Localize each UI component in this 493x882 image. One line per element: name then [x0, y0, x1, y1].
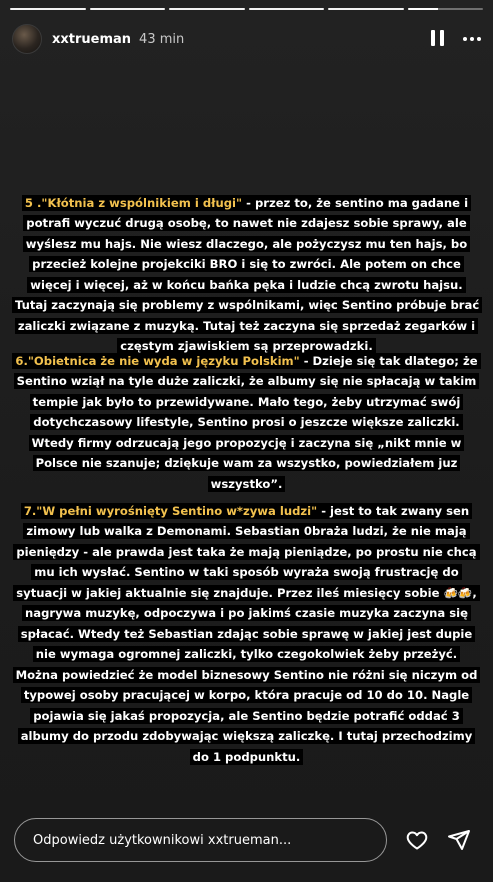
- story-progress-bar: [10, 8, 483, 10]
- story-text-block: [12, 350, 481, 493]
- progress-segment: [328, 8, 404, 10]
- send-icon[interactable]: [447, 828, 471, 852]
- header-controls: [429, 30, 481, 48]
- story-heading: 5 ."Kłótnia z wspólnikiem i długi": [24, 196, 243, 210]
- reply-input[interactable]: [14, 818, 387, 862]
- reply-placeholder: Odpowiedz użytkownikowi xxtrueman...: [33, 832, 292, 848]
- story-heading: 7."W pełni wyrośnięty Sentino w*zywa ludzi": [23, 504, 318, 518]
- progress-segment: [249, 8, 325, 10]
- story-body: - przez to, że sentino ma gadane i potrafi wyczuć drugą osobę, to nawet nie zdajesz sobie sprawy, ale wyślesz mu hajs. Nie wiesz dlaczego, ale pożyczysz mu ten hajs, bo przecież kolejne projekciki BRO i się to zwróci. Ale potem on chce więcej i więcej, aż w końcu bańka pęka i ludzie chcą zwrotu hajsu. Tutaj zaczynają się problemy z wspólnikami, więc Sentino próbuje brać zaliczki związane z muzyką. Tutaj też zaczyna się sprzedaż zegarków i częstym zjawiskiem są przeprowadzki.: [15, 196, 480, 354]
- story-header: [12, 24, 481, 54]
- story-text: [13, 503, 481, 765]
- story-text-block: [12, 500, 481, 766]
- progress-segment: [169, 8, 245, 10]
- heart-icon[interactable]: [405, 828, 429, 852]
- reply-actions: [405, 828, 471, 852]
- username[interactable]: xxtrueman: [52, 31, 132, 47]
- story-text-block: [12, 192, 481, 356]
- progress-segment: [90, 8, 166, 10]
- pause-icon[interactable]: [429, 30, 445, 48]
- story-body: - Dzieje się tak dlatego; że Sentino wziął na tyle duże zaliczki, że albumy się nie spłacają w takim tempie jak było to przewidywane. Mało tego, żeby utrzymać swój dotychczasowy lifestyle, Sentino prosi o jeszcze większe zaliczki. Wtedy firmy odrzucają jego propozycję i zaczyna się „nikt mnie w Polsce nie szanuje; dziękuje wam za wszystko, powiedziałem juz wszystko”.: [16, 354, 478, 491]
- more-icon[interactable]: [463, 33, 481, 45]
- avatar[interactable]: [12, 24, 42, 54]
- story-heading: 6."Obietnica że nie wyda w języku Polskim": [15, 354, 300, 368]
- progress-segment: [10, 8, 86, 10]
- progress-segment-current: [408, 8, 484, 10]
- story-text: [12, 353, 480, 492]
- reply-bar: [14, 818, 481, 862]
- story-body: - jest to tak zwany sen zimowy lub walka z Demonami. Sebastian 0braża ludzi, że nie mają pieniędzy - ale prawda jest taka że mają pieniądze, po prostu nie chcą mu ich wysłać. Sentino w taki sposób wyraża swoją frustrację do sytuacji w jakiej aktualnie się znajduje. Przez ileś miesięcy sobie 🍻🍻, nagrywa muzykę, odpoczywa i po jakimś czasie muzyka zaczyna się spłacać. Wtedy też Sebastian zdając sobie sprawę w jakiej jest dupie nie wymaga ogromnej zaliczki, tylko czegokolwiek żeby przeżyć. Można powiedzieć że model biznesowy Sentino nie różni się niczym od typowej osoby pracującej w korpo, która pracuje od 10 do 10. Nagle pojawia się jakaś propozycja, ale Sentino będzie potrafić oddać 3 albumy do przodu zdobywając większą zaliczkę. I tutaj przechodzimy do 1 podpunktu.: [15, 504, 478, 764]
- post-time: 43 min: [139, 31, 185, 47]
- story-text: [12, 195, 482, 354]
